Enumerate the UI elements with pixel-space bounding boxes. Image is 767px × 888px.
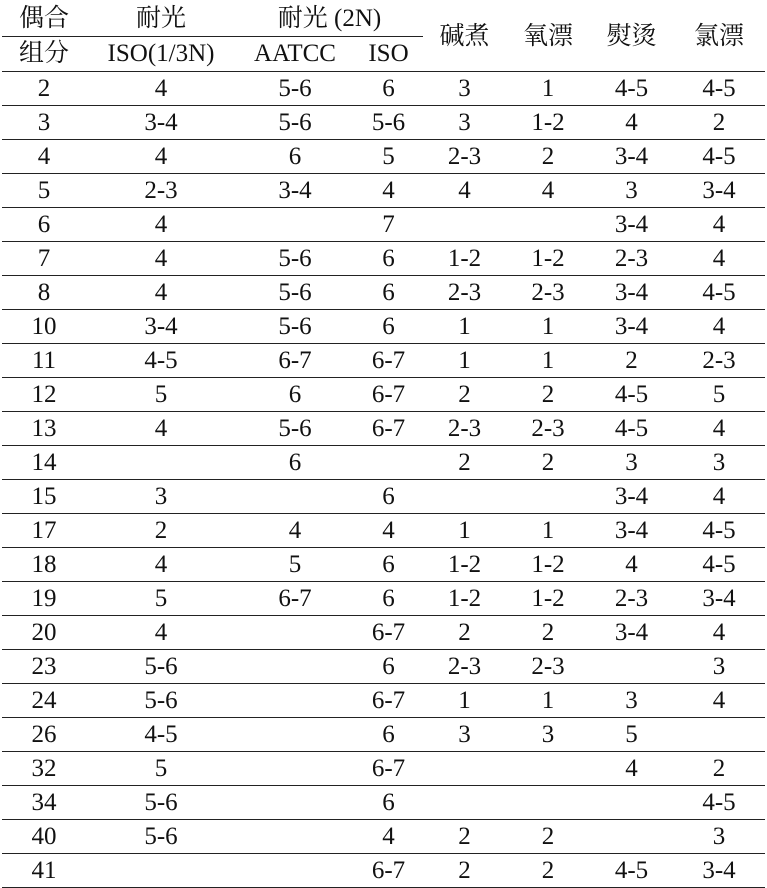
cell-alkali-boil: 2 (423, 446, 506, 480)
cell-lightfast-iso-1-3n: 2 (86, 514, 236, 548)
cell-lightfast-2n-aatcc (236, 854, 354, 888)
cell-oxygen-bleach: 4 (506, 174, 590, 208)
cell-lightfast-2n-aatcc (236, 752, 354, 786)
header-lightfast-iso-line1: 耐光 (86, 2, 236, 37)
cell-lightfast-iso-1-3n: 4 (86, 412, 236, 446)
cell-lightfast-iso-1-3n: 4 (86, 140, 236, 174)
header-lightfast-2n-group: 耐光 (2N) (236, 2, 423, 37)
cell-lightfast-2n-aatcc (236, 718, 354, 752)
cell-ironing: 3 (590, 684, 673, 718)
cell-oxygen-bleach (506, 786, 590, 820)
table-row (2, 684, 765, 718)
cell-lightfast-2n-aatcc: 5-6 (236, 310, 354, 344)
table-row (2, 276, 765, 310)
fastness-table (2, 2, 765, 888)
cell-component: 19 (2, 582, 86, 616)
header-oxygen-bleach: 氧漂 (506, 2, 590, 72)
table-row (2, 378, 765, 412)
cell-oxygen-bleach: 1 (506, 684, 590, 718)
cell-component: 26 (2, 718, 86, 752)
cell-lightfast-2n-iso: 5-6 (354, 106, 423, 140)
cell-lightfast-2n-aatcc: 5-6 (236, 242, 354, 276)
cell-lightfast-iso-1-3n: 5-6 (86, 650, 236, 684)
cell-alkali-boil (423, 752, 506, 786)
cell-alkali-boil (423, 786, 506, 820)
cell-alkali-boil: 2-3 (423, 650, 506, 684)
cell-lightfast-2n-aatcc: 5-6 (236, 412, 354, 446)
cell-alkali-boil: 2 (423, 820, 506, 854)
table-row (2, 140, 765, 174)
cell-oxygen-bleach: 1 (506, 310, 590, 344)
cell-oxygen-bleach: 1-2 (506, 582, 590, 616)
cell-lightfast-2n-aatcc (236, 786, 354, 820)
cell-ironing: 3-4 (590, 140, 673, 174)
cell-lightfast-2n-iso: 6 (354, 582, 423, 616)
cell-component: 18 (2, 548, 86, 582)
cell-lightfast-iso-1-3n: 5 (86, 752, 236, 786)
table-row (2, 616, 765, 650)
cell-ironing: 4-5 (590, 854, 673, 888)
cell-ironing (590, 820, 673, 854)
cell-component: 32 (2, 752, 86, 786)
cell-alkali-boil: 1-2 (423, 548, 506, 582)
cell-alkali-boil: 3 (423, 718, 506, 752)
table-row (2, 582, 765, 616)
cell-component: 13 (2, 412, 86, 446)
cell-component: 8 (2, 276, 86, 310)
cell-lightfast-2n-aatcc: 5-6 (236, 72, 354, 106)
cell-alkali-boil: 1-2 (423, 582, 506, 616)
table-row (2, 514, 765, 548)
cell-lightfast-2n-aatcc (236, 616, 354, 650)
cell-lightfast-2n-iso: 6 (354, 276, 423, 310)
cell-lightfast-iso-1-3n: 4 (86, 72, 236, 106)
cell-ironing: 4-5 (590, 412, 673, 446)
cell-lightfast-2n-iso: 4 (354, 820, 423, 854)
cell-chlorine-bleach: 3 (673, 446, 765, 480)
cell-alkali-boil: 1 (423, 684, 506, 718)
cell-lightfast-2n-aatcc (236, 684, 354, 718)
cell-ironing: 3 (590, 446, 673, 480)
table-row (2, 174, 765, 208)
cell-lightfast-iso-1-3n: 3-4 (86, 310, 236, 344)
cell-lightfast-2n-aatcc (236, 650, 354, 684)
cell-lightfast-2n-iso: 6 (354, 242, 423, 276)
cell-lightfast-iso-1-3n: 2-3 (86, 174, 236, 208)
cell-chlorine-bleach: 2 (673, 752, 765, 786)
cell-oxygen-bleach: 2 (506, 378, 590, 412)
cell-lightfast-iso-1-3n (86, 446, 236, 480)
cell-chlorine-bleach: 4 (673, 616, 765, 650)
cell-lightfast-2n-aatcc: 6 (236, 446, 354, 480)
cell-lightfast-2n-aatcc: 5 (236, 548, 354, 582)
header-iso: ISO (354, 37, 423, 72)
table-row (2, 446, 765, 480)
cell-chlorine-bleach: 3-4 (673, 854, 765, 888)
cell-alkali-boil: 3 (423, 72, 506, 106)
cell-ironing: 4 (590, 548, 673, 582)
cell-chlorine-bleach: 4 (673, 412, 765, 446)
header-coupling-component-line2: 组分 (2, 37, 86, 72)
cell-ironing: 2 (590, 344, 673, 378)
cell-component: 34 (2, 786, 86, 820)
table-row (2, 820, 765, 854)
cell-lightfast-2n-aatcc: 4 (236, 514, 354, 548)
cell-chlorine-bleach: 4 (673, 242, 765, 276)
cell-chlorine-bleach: 4-5 (673, 786, 765, 820)
table-row (2, 310, 765, 344)
cell-chlorine-bleach: 4-5 (673, 276, 765, 310)
cell-chlorine-bleach: 2 (673, 106, 765, 140)
cell-chlorine-bleach: 3-4 (673, 582, 765, 616)
cell-component: 20 (2, 616, 86, 650)
cell-lightfast-2n-iso: 6 (354, 718, 423, 752)
cell-component: 17 (2, 514, 86, 548)
cell-oxygen-bleach: 2-3 (506, 276, 590, 310)
cell-lightfast-2n-aatcc (236, 208, 354, 242)
table-row (2, 752, 765, 786)
cell-chlorine-bleach: 4 (673, 310, 765, 344)
cell-lightfast-2n-aatcc (236, 480, 354, 514)
cell-oxygen-bleach: 1-2 (506, 548, 590, 582)
cell-alkali-boil: 3 (423, 106, 506, 140)
cell-lightfast-2n-aatcc: 6-7 (236, 344, 354, 378)
cell-oxygen-bleach: 2 (506, 140, 590, 174)
cell-ironing: 3 (590, 174, 673, 208)
cell-lightfast-2n-iso: 5 (354, 140, 423, 174)
cell-lightfast-2n-iso: 6 (354, 310, 423, 344)
cell-chlorine-bleach: 3 (673, 650, 765, 684)
cell-oxygen-bleach: 1 (506, 514, 590, 548)
table-row (2, 650, 765, 684)
table-row (2, 718, 765, 752)
cell-lightfast-iso-1-3n: 3-4 (86, 106, 236, 140)
table-row (2, 548, 765, 582)
cell-chlorine-bleach: 3-4 (673, 174, 765, 208)
cell-component: 11 (2, 344, 86, 378)
table-row (2, 854, 765, 888)
cell-oxygen-bleach: 3 (506, 718, 590, 752)
cell-alkali-boil: 2-3 (423, 412, 506, 446)
cell-lightfast-2n-aatcc: 6 (236, 140, 354, 174)
cell-lightfast-2n-iso: 6-7 (354, 378, 423, 412)
header-alkali-boil: 碱煮 (423, 2, 506, 72)
cell-lightfast-iso-1-3n: 4-5 (86, 718, 236, 752)
table-row (2, 106, 765, 140)
cell-alkali-boil: 4 (423, 174, 506, 208)
cell-oxygen-bleach: 1-2 (506, 242, 590, 276)
cell-lightfast-iso-1-3n: 5-6 (86, 684, 236, 718)
cell-chlorine-bleach: 2-3 (673, 344, 765, 378)
cell-lightfast-iso-1-3n: 5 (86, 378, 236, 412)
cell-lightfast-iso-1-3n: 3 (86, 480, 236, 514)
cell-lightfast-iso-1-3n: 4 (86, 548, 236, 582)
cell-lightfast-2n-iso: 6-7 (354, 616, 423, 650)
cell-component: 7 (2, 242, 86, 276)
header-chlorine-bleach: 氯漂 (673, 2, 765, 72)
cell-alkali-boil: 2 (423, 616, 506, 650)
cell-lightfast-2n-aatcc (236, 820, 354, 854)
cell-lightfast-iso-1-3n: 4-5 (86, 344, 236, 378)
cell-ironing: 3-4 (590, 616, 673, 650)
cell-lightfast-iso-1-3n: 4 (86, 616, 236, 650)
cell-oxygen-bleach: 2 (506, 616, 590, 650)
cell-chlorine-bleach: 4 (673, 480, 765, 514)
cell-chlorine-bleach: 4 (673, 684, 765, 718)
cell-ironing: 4 (590, 752, 673, 786)
cell-oxygen-bleach (506, 480, 590, 514)
cell-lightfast-2n-iso: 6-7 (354, 854, 423, 888)
cell-ironing: 3-4 (590, 514, 673, 548)
table-row (2, 242, 765, 276)
cell-oxygen-bleach: 2-3 (506, 412, 590, 446)
cell-lightfast-iso-1-3n (86, 854, 236, 888)
cell-lightfast-2n-aatcc: 3-4 (236, 174, 354, 208)
cell-chlorine-bleach: 3 (673, 820, 765, 854)
cell-alkali-boil: 1-2 (423, 242, 506, 276)
cell-lightfast-2n-iso (354, 446, 423, 480)
cell-lightfast-iso-1-3n: 5-6 (86, 786, 236, 820)
cell-component: 40 (2, 820, 86, 854)
table-row (2, 480, 765, 514)
cell-alkali-boil: 1 (423, 310, 506, 344)
cell-chlorine-bleach: 5 (673, 378, 765, 412)
cell-component: 5 (2, 174, 86, 208)
cell-alkali-boil: 2 (423, 378, 506, 412)
cell-ironing: 4-5 (590, 72, 673, 106)
cell-lightfast-iso-1-3n: 5 (86, 582, 236, 616)
header-lightfast-iso-line2: ISO(1/3N) (86, 37, 236, 72)
table-row (2, 208, 765, 242)
cell-ironing: 3-4 (590, 310, 673, 344)
table-row (2, 412, 765, 446)
cell-component: 3 (2, 106, 86, 140)
cell-ironing (590, 786, 673, 820)
cell-alkali-boil: 2-3 (423, 140, 506, 174)
cell-component: 15 (2, 480, 86, 514)
cell-lightfast-2n-iso: 6-7 (354, 344, 423, 378)
table-row (2, 72, 765, 106)
cell-lightfast-2n-iso: 6-7 (354, 412, 423, 446)
cell-oxygen-bleach: 2 (506, 446, 590, 480)
cell-lightfast-2n-aatcc: 5-6 (236, 276, 354, 310)
cell-component: 2 (2, 72, 86, 106)
cell-lightfast-2n-aatcc: 6-7 (236, 582, 354, 616)
cell-ironing (590, 650, 673, 684)
cell-ironing: 4-5 (590, 378, 673, 412)
cell-lightfast-2n-aatcc: 5-6 (236, 106, 354, 140)
cell-alkali-boil (423, 480, 506, 514)
cell-oxygen-bleach: 2-3 (506, 650, 590, 684)
cell-lightfast-2n-aatcc: 6 (236, 378, 354, 412)
cell-alkali-boil: 1 (423, 344, 506, 378)
cell-ironing: 5 (590, 718, 673, 752)
cell-chlorine-bleach: 4 (673, 208, 765, 242)
cell-component: 4 (2, 140, 86, 174)
cell-ironing: 3-4 (590, 208, 673, 242)
cell-chlorine-bleach (673, 718, 765, 752)
cell-alkali-boil: 2-3 (423, 276, 506, 310)
cell-lightfast-2n-iso: 6-7 (354, 752, 423, 786)
cell-chlorine-bleach: 4-5 (673, 514, 765, 548)
cell-lightfast-2n-iso: 6 (354, 786, 423, 820)
cell-lightfast-2n-iso: 6 (354, 72, 423, 106)
cell-component: 10 (2, 310, 86, 344)
cell-component: 41 (2, 854, 86, 888)
header-aatcc: AATCC (236, 37, 354, 72)
cell-lightfast-2n-iso: 4 (354, 174, 423, 208)
cell-lightfast-iso-1-3n: 4 (86, 242, 236, 276)
cell-lightfast-iso-1-3n: 4 (86, 208, 236, 242)
cell-component: 14 (2, 446, 86, 480)
cell-lightfast-2n-iso: 6 (354, 548, 423, 582)
cell-lightfast-2n-iso: 6 (354, 480, 423, 514)
cell-component: 24 (2, 684, 86, 718)
cell-oxygen-bleach: 1 (506, 344, 590, 378)
cell-alkali-boil: 2 (423, 854, 506, 888)
table-row (2, 786, 765, 820)
cell-oxygen-bleach: 2 (506, 854, 590, 888)
cell-ironing: 3-4 (590, 276, 673, 310)
cell-lightfast-2n-iso: 7 (354, 208, 423, 242)
cell-lightfast-iso-1-3n: 4 (86, 276, 236, 310)
cell-ironing: 2-3 (590, 582, 673, 616)
cell-chlorine-bleach: 4-5 (673, 140, 765, 174)
cell-ironing: 2-3 (590, 242, 673, 276)
cell-lightfast-2n-iso: 6 (354, 650, 423, 684)
cell-lightfast-iso-1-3n: 5-6 (86, 820, 236, 854)
cell-lightfast-2n-iso: 4 (354, 514, 423, 548)
cell-component: 23 (2, 650, 86, 684)
header-ironing: 熨烫 (590, 2, 673, 72)
cell-oxygen-bleach (506, 208, 590, 242)
cell-component: 12 (2, 378, 86, 412)
cell-chlorine-bleach: 4-5 (673, 72, 765, 106)
cell-oxygen-bleach: 1 (506, 72, 590, 106)
table-header (2, 2, 765, 72)
cell-oxygen-bleach (506, 752, 590, 786)
table-body (2, 72, 765, 888)
cell-chlorine-bleach: 4-5 (673, 548, 765, 582)
table-row (2, 344, 765, 378)
cell-alkali-boil (423, 208, 506, 242)
header-coupling-component-line1: 偶合 (2, 2, 86, 37)
cell-oxygen-bleach: 2 (506, 820, 590, 854)
cell-ironing: 3-4 (590, 480, 673, 514)
cell-component: 6 (2, 208, 86, 242)
cell-oxygen-bleach: 1-2 (506, 106, 590, 140)
cell-lightfast-2n-iso: 6-7 (354, 684, 423, 718)
cell-ironing: 4 (590, 106, 673, 140)
cell-alkali-boil: 1 (423, 514, 506, 548)
